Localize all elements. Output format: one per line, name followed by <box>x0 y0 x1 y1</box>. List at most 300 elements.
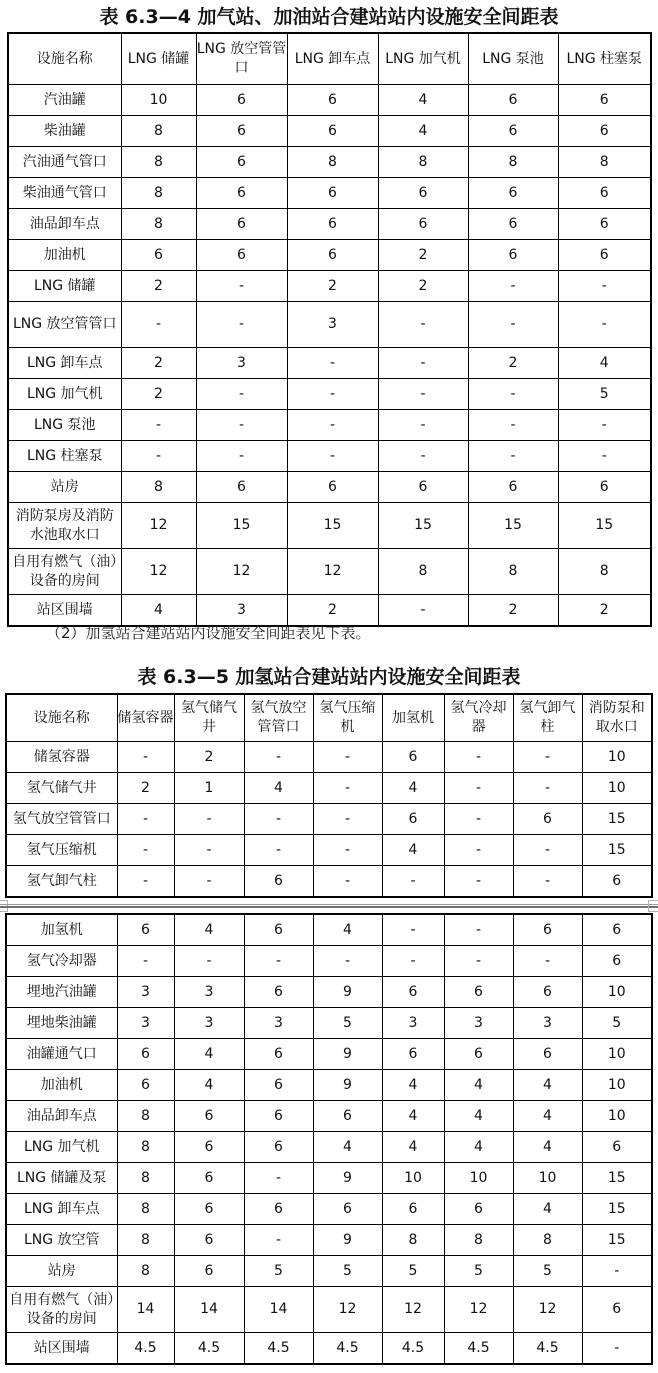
distance-cell: 6 <box>287 472 378 503</box>
distance-cell: - <box>117 946 174 977</box>
distance-cell: - <box>468 410 558 441</box>
distance-cell: 6 <box>558 472 651 503</box>
distance-cell: 8 <box>378 549 468 595</box>
distance-cell: 6 <box>468 209 558 240</box>
table-row <box>6 742 652 773</box>
distance-cell: 6 <box>468 85 558 116</box>
row-facility-name: LNG 卸车点 <box>6 1194 117 1225</box>
distance-cell: - <box>382 866 444 898</box>
table2-column-header: 储氢容器 <box>117 694 174 742</box>
distance-cell: 6 <box>174 1132 244 1163</box>
distance-cell: - <box>558 441 651 472</box>
distance-cell: - <box>382 946 444 977</box>
distance-cell: 10 <box>582 1101 652 1132</box>
table1-column-header: LNG 放空管管口 <box>196 33 287 85</box>
distance-cell: 8 <box>558 147 651 178</box>
distance-cell: 12 <box>121 503 196 549</box>
row-facility-name: 油罐通气口 <box>6 1039 117 1070</box>
table-row <box>6 1039 652 1070</box>
table2-page2-hydrogen-spacing <box>5 913 653 1365</box>
table-row <box>6 1194 652 1225</box>
distance-cell: 15 <box>287 503 378 549</box>
distance-cell: - <box>244 804 313 835</box>
distance-cell: 6 <box>244 1194 313 1225</box>
distance-cell: 6 <box>468 178 558 209</box>
row-facility-name: 消防泵房及消防水池取水口 <box>8 503 121 549</box>
distance-cell: 4.5 <box>382 1333 444 1365</box>
distance-cell: - <box>196 441 287 472</box>
distance-cell: - <box>121 441 196 472</box>
distance-cell: 3 <box>244 1008 313 1039</box>
distance-cell: 5 <box>382 1256 444 1287</box>
table-row <box>6 1101 652 1132</box>
distance-cell: 12 <box>382 1287 444 1333</box>
row-facility-name: 柴油罐 <box>8 116 121 147</box>
distance-cell: - <box>313 866 382 898</box>
table1-column-header: LNG 泵池 <box>468 33 558 85</box>
distance-cell: 4 <box>444 1132 513 1163</box>
distance-cell: 6 <box>244 977 313 1008</box>
distance-cell: - <box>382 914 444 946</box>
distance-cell: 4.5 <box>313 1333 382 1365</box>
distance-cell: 14 <box>117 1287 174 1333</box>
distance-cell: 6 <box>196 209 287 240</box>
table-row <box>6 804 652 835</box>
distance-cell: 6 <box>444 977 513 1008</box>
table-row <box>6 946 652 977</box>
distance-cell: 8 <box>117 1225 174 1256</box>
distance-cell: 6 <box>313 1101 382 1132</box>
distance-cell: 5 <box>313 1256 382 1287</box>
distance-cell: 6 <box>174 1256 244 1287</box>
distance-cell: - <box>378 379 468 410</box>
table1-column-header: LNG 加气机 <box>378 33 468 85</box>
table-row <box>8 441 651 472</box>
table-row <box>8 178 651 209</box>
distance-cell: 4 <box>513 1132 582 1163</box>
distance-cell: - <box>513 773 582 804</box>
distance-cell: - <box>513 866 582 898</box>
table-row <box>8 209 651 240</box>
distance-cell: 6 <box>244 1070 313 1101</box>
distance-cell: - <box>444 742 513 773</box>
distance-cell: 8 <box>121 209 196 240</box>
distance-cell: - <box>196 410 287 441</box>
row-facility-name: 汽油罐 <box>8 85 121 116</box>
distance-cell: 6 <box>174 1101 244 1132</box>
distance-cell: 6 <box>174 1194 244 1225</box>
row-facility-name: LNG 放空管 <box>6 1225 117 1256</box>
distance-cell: 6 <box>513 977 582 1008</box>
distance-cell: 2 <box>378 240 468 271</box>
row-facility-name: 氢气放空管管口 <box>6 804 117 835</box>
distance-cell: - <box>313 742 382 773</box>
distance-cell: 2 <box>558 595 651 627</box>
distance-cell: 15 <box>468 503 558 549</box>
distance-cell: 6 <box>558 240 651 271</box>
distance-cell: 4.5 <box>244 1333 313 1365</box>
table1-column-header: LNG 卸车点 <box>287 33 378 85</box>
distance-cell: 1 <box>174 773 244 804</box>
row-facility-name: 埋地柴油罐 <box>6 1008 117 1039</box>
distance-cell: 5 <box>558 379 651 410</box>
distance-cell: 2 <box>468 348 558 379</box>
distance-cell: - <box>378 441 468 472</box>
table2-column-header: 氢气卸气柱 <box>513 694 582 742</box>
table1-column-header: LNG 柱塞泵 <box>558 33 651 85</box>
distance-cell: 6 <box>468 240 558 271</box>
distance-cell: 6 <box>287 178 378 209</box>
distance-cell: 8 <box>444 1225 513 1256</box>
distance-cell: - <box>174 866 244 898</box>
table-row <box>6 977 652 1008</box>
row-facility-name: LNG 储罐及泵 <box>6 1163 117 1194</box>
distance-cell: - <box>444 773 513 804</box>
distance-cell: 10 <box>382 1163 444 1194</box>
row-facility-name: 加氢机 <box>6 914 117 946</box>
row-facility-name: 加油机 <box>8 240 121 271</box>
distance-cell: - <box>244 835 313 866</box>
table-row <box>8 503 651 549</box>
distance-cell: - <box>117 835 174 866</box>
table-row <box>6 1256 652 1287</box>
distance-cell: 6 <box>382 977 444 1008</box>
row-facility-name: LNG 加气机 <box>6 1132 117 1163</box>
distance-cell: 10 <box>582 1039 652 1070</box>
distance-cell: - <box>378 348 468 379</box>
distance-cell: 6 <box>378 209 468 240</box>
distance-cell: 12 <box>196 549 287 595</box>
distance-cell: - <box>117 866 174 898</box>
distance-cell: 6 <box>582 866 652 898</box>
distance-cell: 4 <box>382 835 444 866</box>
row-facility-name: 氢气储气井 <box>6 773 117 804</box>
distance-cell: 6 <box>117 1070 174 1101</box>
distance-cell: 8 <box>468 147 558 178</box>
distance-cell: - <box>196 271 287 302</box>
distance-cell: 15 <box>582 804 652 835</box>
distance-cell: 6 <box>558 178 651 209</box>
row-facility-name: 储氢容器 <box>6 742 117 773</box>
distance-cell: 2 <box>287 271 378 302</box>
distance-cell: 4 <box>174 914 244 946</box>
distance-cell: 6 <box>513 914 582 946</box>
row-facility-name: LNG 放空管管口 <box>8 302 121 348</box>
distance-cell: 3 <box>513 1008 582 1039</box>
distance-cell: - <box>468 271 558 302</box>
distance-cell: 6 <box>244 1132 313 1163</box>
distance-cell: 6 <box>513 804 582 835</box>
table-row <box>8 240 651 271</box>
distance-cell: 4 <box>121 595 196 627</box>
distance-cell: 15 <box>558 503 651 549</box>
distance-cell: 15 <box>196 503 287 549</box>
distance-cell: 14 <box>244 1287 313 1333</box>
distance-cell: 10 <box>582 742 652 773</box>
distance-cell: - <box>287 348 378 379</box>
distance-cell: - <box>513 946 582 977</box>
distance-cell: 15 <box>378 503 468 549</box>
distance-cell: 5 <box>313 1008 382 1039</box>
table-row <box>8 85 651 116</box>
distance-cell: - <box>558 302 651 348</box>
distance-cell: - <box>121 302 196 348</box>
distance-cell: 6 <box>558 116 651 147</box>
row-facility-name: 氢气冷却器 <box>6 946 117 977</box>
distance-cell: 4.5 <box>513 1333 582 1365</box>
row-facility-name: 氢气压缩机 <box>6 835 117 866</box>
distance-cell: 2 <box>121 348 196 379</box>
distance-cell: 8 <box>558 549 651 595</box>
distance-cell: 2 <box>468 595 558 627</box>
row-facility-name: 油品卸车点 <box>6 1101 117 1132</box>
distance-cell: - <box>117 804 174 835</box>
row-facility-name: 站房 <box>8 472 121 503</box>
distance-cell: - <box>121 410 196 441</box>
distance-cell: - <box>468 441 558 472</box>
distance-cell: 4 <box>558 348 651 379</box>
distance-cell: - <box>468 379 558 410</box>
distance-cell: 6 <box>582 1287 652 1333</box>
table1-column-header: 设施名称 <box>8 33 121 85</box>
paragraph-hydrogen-intro: （2）加氢站合建站站内设施安全间距表见下表。 <box>46 624 371 642</box>
distance-cell: 6 <box>382 742 444 773</box>
table1-header-row <box>8 33 651 85</box>
distance-cell: 6 <box>174 1163 244 1194</box>
distance-cell: 3 <box>382 1008 444 1039</box>
table-row <box>8 147 651 178</box>
distance-cell: 6 <box>313 1194 382 1225</box>
distance-cell: 3 <box>444 1008 513 1039</box>
distance-cell: 6 <box>558 209 651 240</box>
distance-cell: - <box>444 946 513 977</box>
distance-cell: 8 <box>121 178 196 209</box>
distance-cell: 6 <box>382 1039 444 1070</box>
distance-cell: - <box>174 804 244 835</box>
distance-cell: 8 <box>117 1101 174 1132</box>
row-facility-name: 加油机 <box>6 1070 117 1101</box>
table2-column-header: 设施名称 <box>6 694 117 742</box>
table-row <box>6 1333 652 1365</box>
table2-column-header: 加氢机 <box>382 694 444 742</box>
table-row <box>6 835 652 866</box>
distance-cell: 2 <box>378 271 468 302</box>
distance-cell: 8 <box>121 147 196 178</box>
distance-cell: 6 <box>513 1039 582 1070</box>
distance-cell: 10 <box>513 1163 582 1194</box>
table1-column-header: LNG 储罐 <box>121 33 196 85</box>
row-facility-name: LNG 泵池 <box>8 410 121 441</box>
distance-cell: 12 <box>444 1287 513 1333</box>
distance-cell: - <box>313 773 382 804</box>
row-facility-name: LNG 储罐 <box>8 271 121 302</box>
distance-cell: 6 <box>582 1132 652 1163</box>
row-facility-name: 氢气卸气柱 <box>6 866 117 898</box>
table2-column-header: 氢气冷却器 <box>444 694 513 742</box>
distance-cell: - <box>513 835 582 866</box>
distance-cell: 9 <box>313 1070 382 1101</box>
distance-cell: 12 <box>287 549 378 595</box>
distance-cell: - <box>513 742 582 773</box>
table-row <box>6 1008 652 1039</box>
distance-cell: 8 <box>117 1163 174 1194</box>
distance-cell: 6 <box>558 85 651 116</box>
distance-cell: 8 <box>117 1132 174 1163</box>
distance-cell: 6 <box>117 914 174 946</box>
distance-cell: 9 <box>313 1039 382 1070</box>
table2-column-header: 氢气压缩机 <box>313 694 382 742</box>
distance-cell: 3 <box>196 595 287 627</box>
distance-cell: - <box>117 742 174 773</box>
distance-cell: 2 <box>174 742 244 773</box>
distance-cell: - <box>444 804 513 835</box>
table-row <box>6 773 652 804</box>
distance-cell: 2 <box>121 271 196 302</box>
distance-cell: 6 <box>287 209 378 240</box>
distance-cell: 6 <box>444 1039 513 1070</box>
distance-cell: 10 <box>444 1163 513 1194</box>
distance-cell: - <box>313 835 382 866</box>
distance-cell: 6 <box>287 116 378 147</box>
distance-cell: 6 <box>174 1225 244 1256</box>
distance-cell: - <box>378 410 468 441</box>
distance-cell: - <box>196 379 287 410</box>
row-facility-name: 自用有燃气（油）设备的房间 <box>6 1287 117 1333</box>
page-break-line <box>0 904 658 905</box>
distance-cell: - <box>582 1333 652 1365</box>
row-facility-name: 汽油通气管口 <box>8 147 121 178</box>
table-row <box>8 116 651 147</box>
row-facility-name: 柴油通气管口 <box>8 178 121 209</box>
distance-cell: 8 <box>117 1194 174 1225</box>
distance-cell: - <box>558 271 651 302</box>
distance-cell: - <box>582 1256 652 1287</box>
distance-cell: - <box>558 410 651 441</box>
distance-cell: 5 <box>513 1256 582 1287</box>
distance-cell: 8 <box>382 1225 444 1256</box>
distance-cell: 8 <box>513 1225 582 1256</box>
distance-cell: 6 <box>121 240 196 271</box>
distance-cell: 4.5 <box>174 1333 244 1365</box>
table-row <box>8 410 651 441</box>
distance-cell: 9 <box>313 1163 382 1194</box>
distance-cell: 4 <box>378 85 468 116</box>
distance-cell: 5 <box>582 1008 652 1039</box>
distance-cell: 6 <box>244 1039 313 1070</box>
distance-cell: - <box>468 302 558 348</box>
row-facility-name: 油品卸车点 <box>8 209 121 240</box>
distance-cell: 4 <box>378 116 468 147</box>
distance-cell: 10 <box>121 85 196 116</box>
distance-cell: 2 <box>287 595 378 627</box>
distance-cell: 5 <box>444 1256 513 1287</box>
distance-cell: 4 <box>513 1194 582 1225</box>
row-facility-name: 自用有燃气（油）设备的房间 <box>8 549 121 595</box>
distance-cell: - <box>244 1225 313 1256</box>
distance-cell: 3 <box>117 1008 174 1039</box>
distance-cell: 12 <box>313 1287 382 1333</box>
table-row <box>6 914 652 946</box>
distance-cell: 8 <box>378 147 468 178</box>
distance-cell: 6 <box>287 85 378 116</box>
row-facility-name: 站区围墙 <box>8 595 121 627</box>
distance-cell: 10 <box>582 1070 652 1101</box>
distance-cell: 12 <box>513 1287 582 1333</box>
table-row <box>6 1132 652 1163</box>
distance-cell: 4.5 <box>117 1333 174 1365</box>
table2-column-header: 氢气储气井 <box>174 694 244 742</box>
distance-cell: - <box>287 379 378 410</box>
distance-cell: 5 <box>244 1256 313 1287</box>
table-row <box>8 271 651 302</box>
distance-cell: 3 <box>174 977 244 1008</box>
page-margin-mark-right <box>648 900 658 912</box>
table-row <box>8 549 651 595</box>
distance-cell: 4 <box>313 1132 382 1163</box>
distance-cell: 6 <box>582 946 652 977</box>
distance-cell: 15 <box>582 1163 652 1194</box>
distance-cell: - <box>287 410 378 441</box>
distance-cell: 12 <box>121 549 196 595</box>
distance-cell: 3 <box>287 302 378 348</box>
distance-cell: 6 <box>196 147 287 178</box>
distance-cell: 6 <box>444 1194 513 1225</box>
distance-cell: 2 <box>117 773 174 804</box>
table-row <box>8 348 651 379</box>
table1-facility-spacing-lng-oil <box>7 32 652 627</box>
distance-cell: 6 <box>468 472 558 503</box>
table-row <box>8 302 651 348</box>
distance-cell: 6 <box>196 178 287 209</box>
distance-cell: 4 <box>382 1101 444 1132</box>
distance-cell: 8 <box>121 472 196 503</box>
table-row <box>8 379 651 410</box>
distance-cell: 6 <box>468 116 558 147</box>
table2-page1-hydrogen-spacing <box>5 693 653 898</box>
distance-cell: 15 <box>582 835 652 866</box>
distance-cell: 15 <box>582 1225 652 1256</box>
row-facility-name: LNG 柱塞泵 <box>8 441 121 472</box>
distance-cell: 4 <box>444 1101 513 1132</box>
distance-cell: - <box>313 804 382 835</box>
distance-cell: 8 <box>468 549 558 595</box>
distance-cell: 6 <box>196 85 287 116</box>
distance-cell: 6 <box>382 1194 444 1225</box>
row-facility-name: 站房 <box>6 1256 117 1287</box>
row-facility-name: LNG 卸车点 <box>8 348 121 379</box>
distance-cell: 4 <box>444 1070 513 1101</box>
distance-cell: 6 <box>244 914 313 946</box>
table1-title: 表 6.3—4 加气站、加油站合建站站内设施安全间距表 <box>99 6 559 28</box>
distance-cell: 6 <box>378 472 468 503</box>
distance-cell: - <box>196 302 287 348</box>
distance-cell: 3 <box>196 348 287 379</box>
distance-cell: 6 <box>196 472 287 503</box>
distance-cell: 6 <box>244 1101 313 1132</box>
distance-cell: 8 <box>121 116 196 147</box>
distance-cell: 6 <box>196 240 287 271</box>
distance-cell: 6 <box>244 866 313 898</box>
table-row <box>8 472 651 503</box>
distance-cell: 6 <box>196 116 287 147</box>
distance-cell: 4 <box>174 1039 244 1070</box>
distance-cell: - <box>244 946 313 977</box>
distance-cell: - <box>378 595 468 627</box>
distance-cell: 4 <box>174 1070 244 1101</box>
distance-cell: 6 <box>382 804 444 835</box>
distance-cell: 3 <box>174 1008 244 1039</box>
distance-cell: 4 <box>382 1070 444 1101</box>
